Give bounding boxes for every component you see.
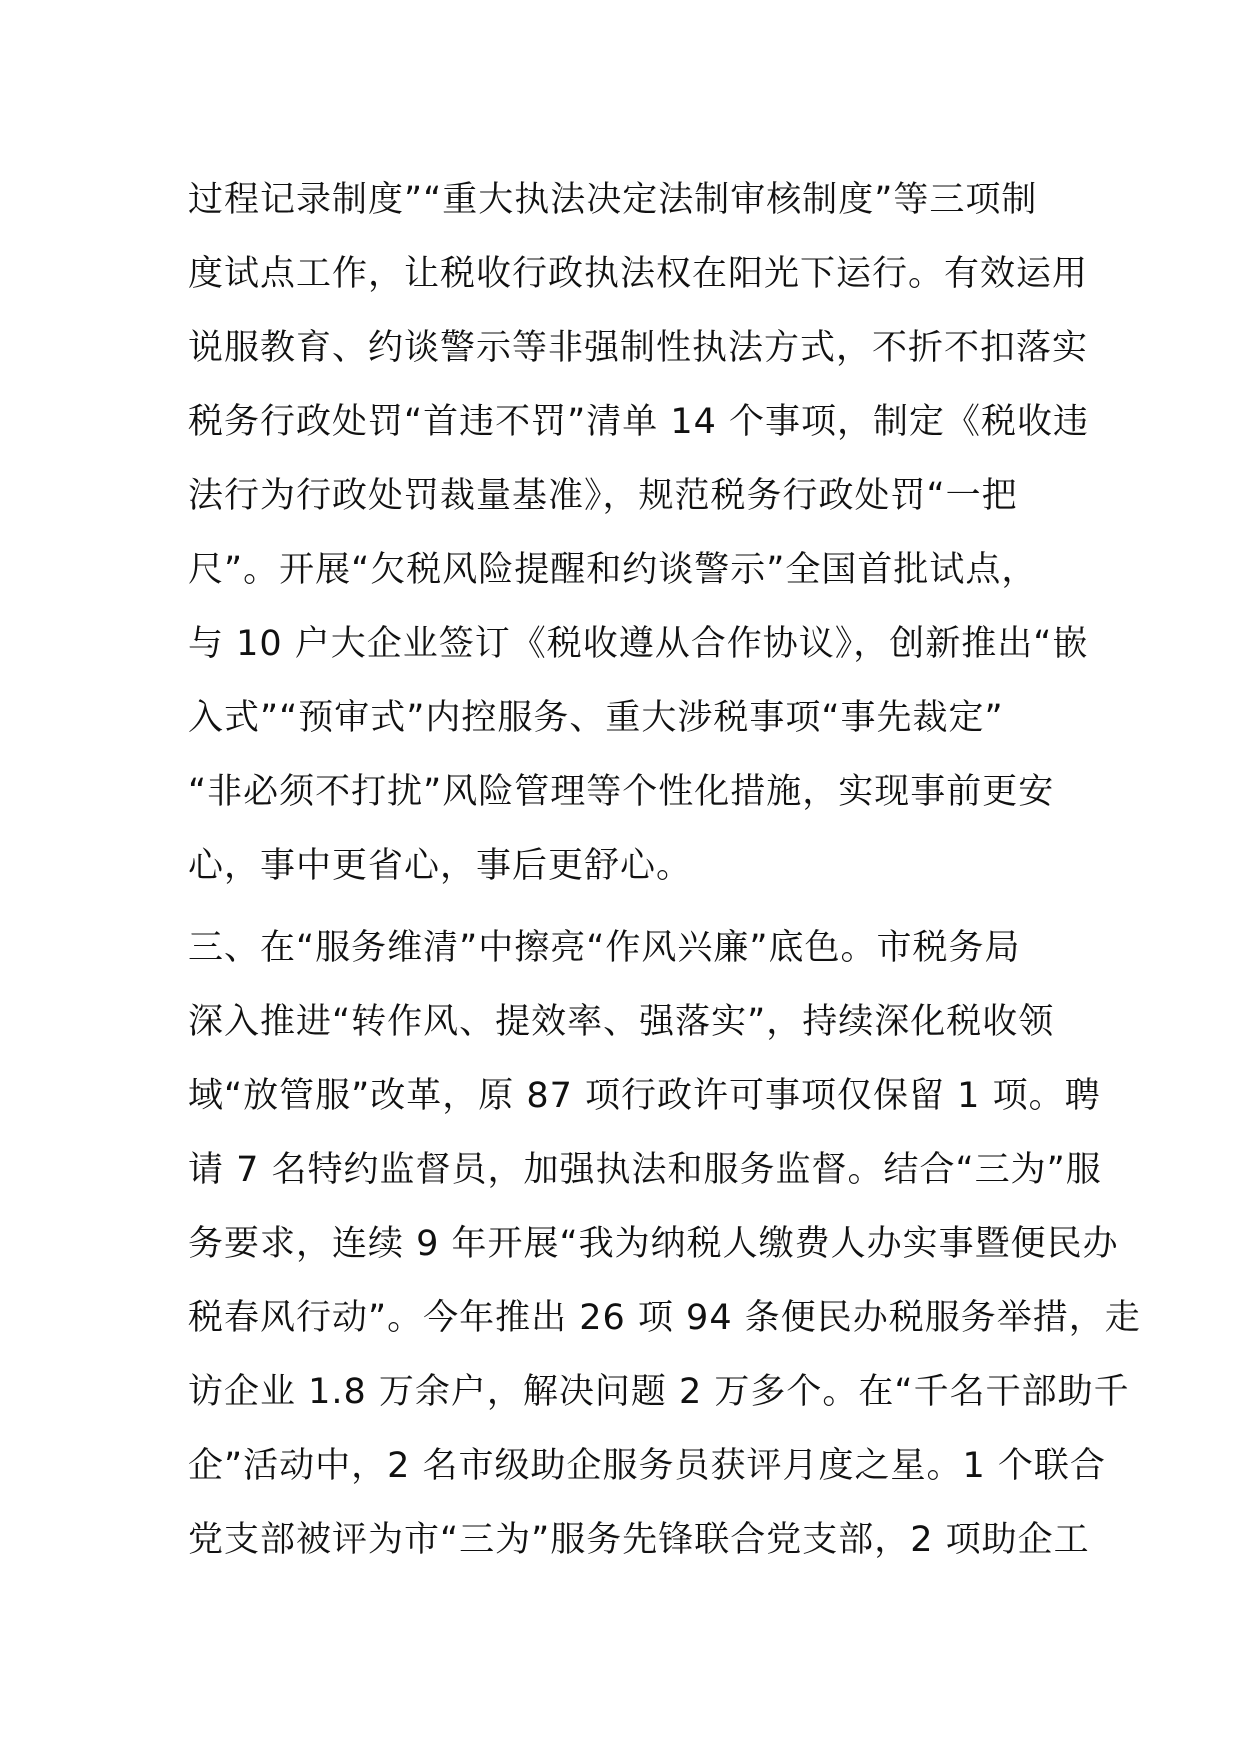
- text-line: 企”活动中，2 名市级助企服务员获评月度之星。1 个联合: [188, 1446, 1106, 1486]
- text-line: 法行为行政处罚裁量基准》，规范税务行政处罚“一把: [188, 476, 1018, 516]
- text-line: 说服教育、约谈警示等非强制性执法方式，不折不扣落实: [188, 328, 1089, 368]
- text-line: 税务行政处罚“首违不罚”清单 14 个事项，制定《税收违: [188, 402, 1090, 442]
- text-line: 党支部被评为市“三为”服务先锋联合党支部，2 项助企工: [188, 1520, 1090, 1560]
- text-line: 访企业 1.8 万余户，解决问题 2 万多个。在“千名干部助千: [188, 1372, 1130, 1412]
- text-line: 尺”。开展“欠税风险提醒和约谈警示”全国首批试点，: [188, 550, 1038, 590]
- text-line: 请 7 名特约监督员，加强执法和服务监督。结合“三为”服: [188, 1150, 1102, 1190]
- paragraph-spacing: [188, 910, 1068, 918]
- text-line: 域“放管服”改革，原 87 项行政许可事项仅保留 1 项。聘: [188, 1076, 1101, 1116]
- paragraph-2: [188, 918, 1141, 1584]
- text-line: 度试点工作，让税收行政执法权在阳光下运行。有效运用: [188, 254, 1089, 294]
- text-line: 心，事中更省心，事后更舒心。: [188, 846, 693, 886]
- paragraph-1: [188, 170, 1090, 910]
- text-line: “非必须不打扰”风险管理等个性化措施，实现事前更安: [188, 772, 1055, 812]
- text-line: 入式”“预审式”内控服务、重大涉税事项“事先裁定”: [188, 698, 1004, 738]
- text-line: 深入推进“转作风、提效率、强落实”，持续深化税收领: [188, 1002, 1055, 1042]
- text-line: 与 10 户大企业签订《税收遵从合作协议》，创新推出“嵌: [188, 624, 1089, 664]
- text-line: 三、在“服务维清”中擦亮“作风兴廉”底色。市税务局: [188, 928, 1021, 968]
- document-body: [188, 170, 1141, 1584]
- text-line: 税春风行动”。今年推出 26 项 94 条便民办税服务举措，走: [188, 1298, 1141, 1338]
- text-line: 过程记录制度”“重大执法决定法制审核制度”等三项制: [188, 180, 1038, 220]
- text-line: 务要求，连续 9 年开展“我为纳税人缴费人办实事暨便民办: [188, 1224, 1119, 1264]
